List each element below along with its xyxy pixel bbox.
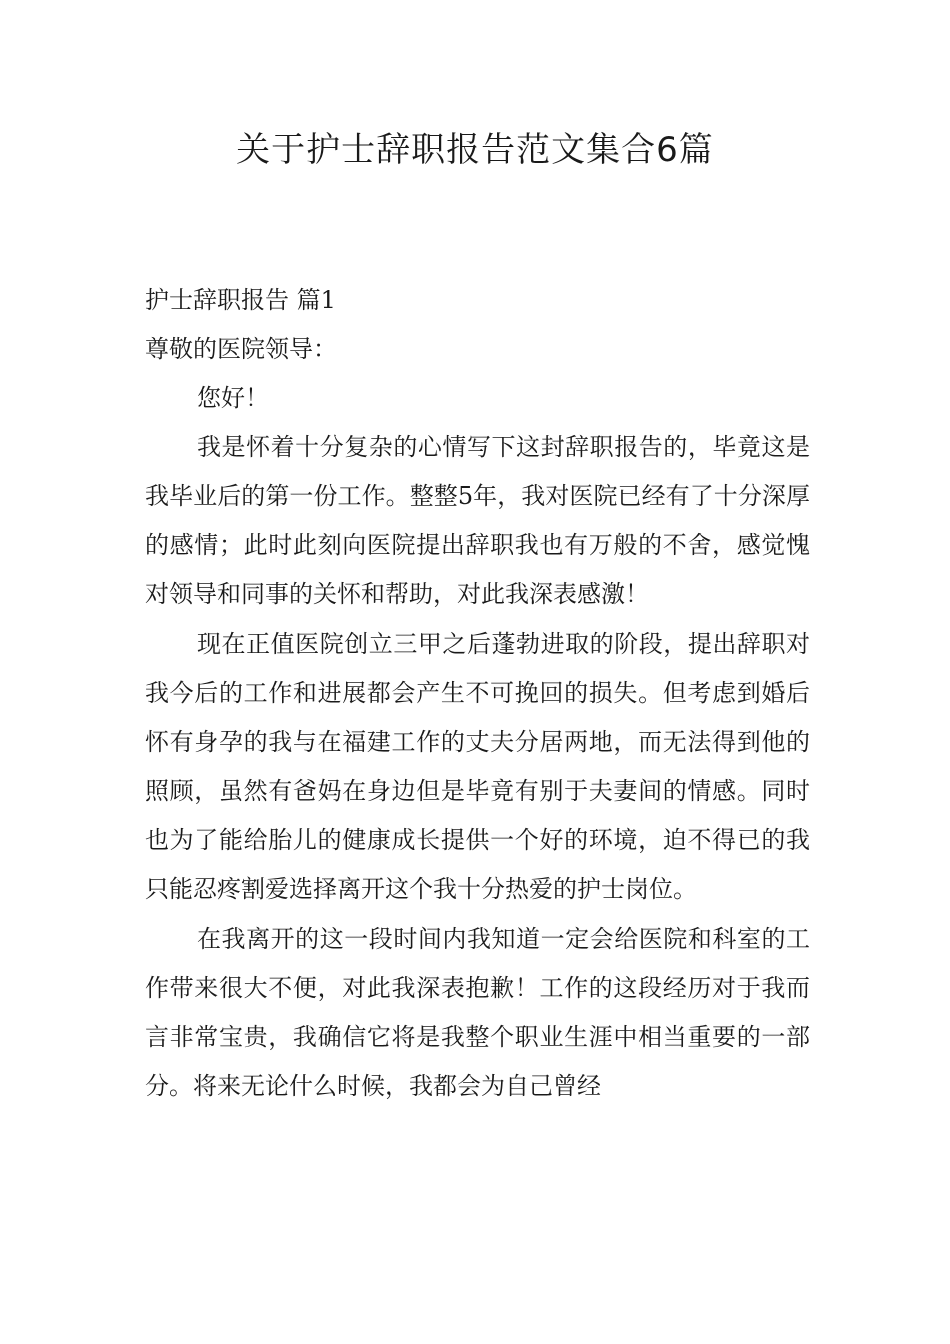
salutation: 尊敬的医院领导： [145,335,337,363]
paragraph-2: 现在正值医院创立三甲之后蓬勃进取的阶段，提出辞职对我今后的工作和进展都会产生不可挽回的损失。但考虑到婚后怀有身孕的我与在福建工作的丈夫分居两地，而无法得到他的照顾，虽然有爸妈在身边但是毕竟有别于夫妻间的情感。同时也为了能给胎儿的健康成长提供一个好的环境，迫不得已的我只能忍疼割爱选择离开这个我十分热爱的护士岗位。 [145,630,810,903]
paragraph-1: 我是怀着十分复杂的心情写下这封辞职报告的，毕竟这是我毕业后的第一份工作。整整5年，我对医院已经有了十分深厚的感情；此时此刻向医院提出辞职我也有万般的不舍，感觉愧对领导和同事的关怀和帮助，对此我深表感激！ [145,433,810,608]
greeting: 您好！ [197,384,269,412]
paragraph-3: 在我离开的这一段时间内我知道一定会给医院和科室的工作带来很大不便，对此我深表抱歉！工作的这段经历对于我而言非常宝贵，我确信它将是我整个职业生涯中相当重要的一部分。将来无论什么时候，我都会为自己曾经 [145,925,810,1100]
document-body [145,276,810,1111]
document-title: 关于护士辞职报告范文集合6篇 [236,130,714,170]
section-heading: 护士辞职报告 篇1 [145,286,336,314]
